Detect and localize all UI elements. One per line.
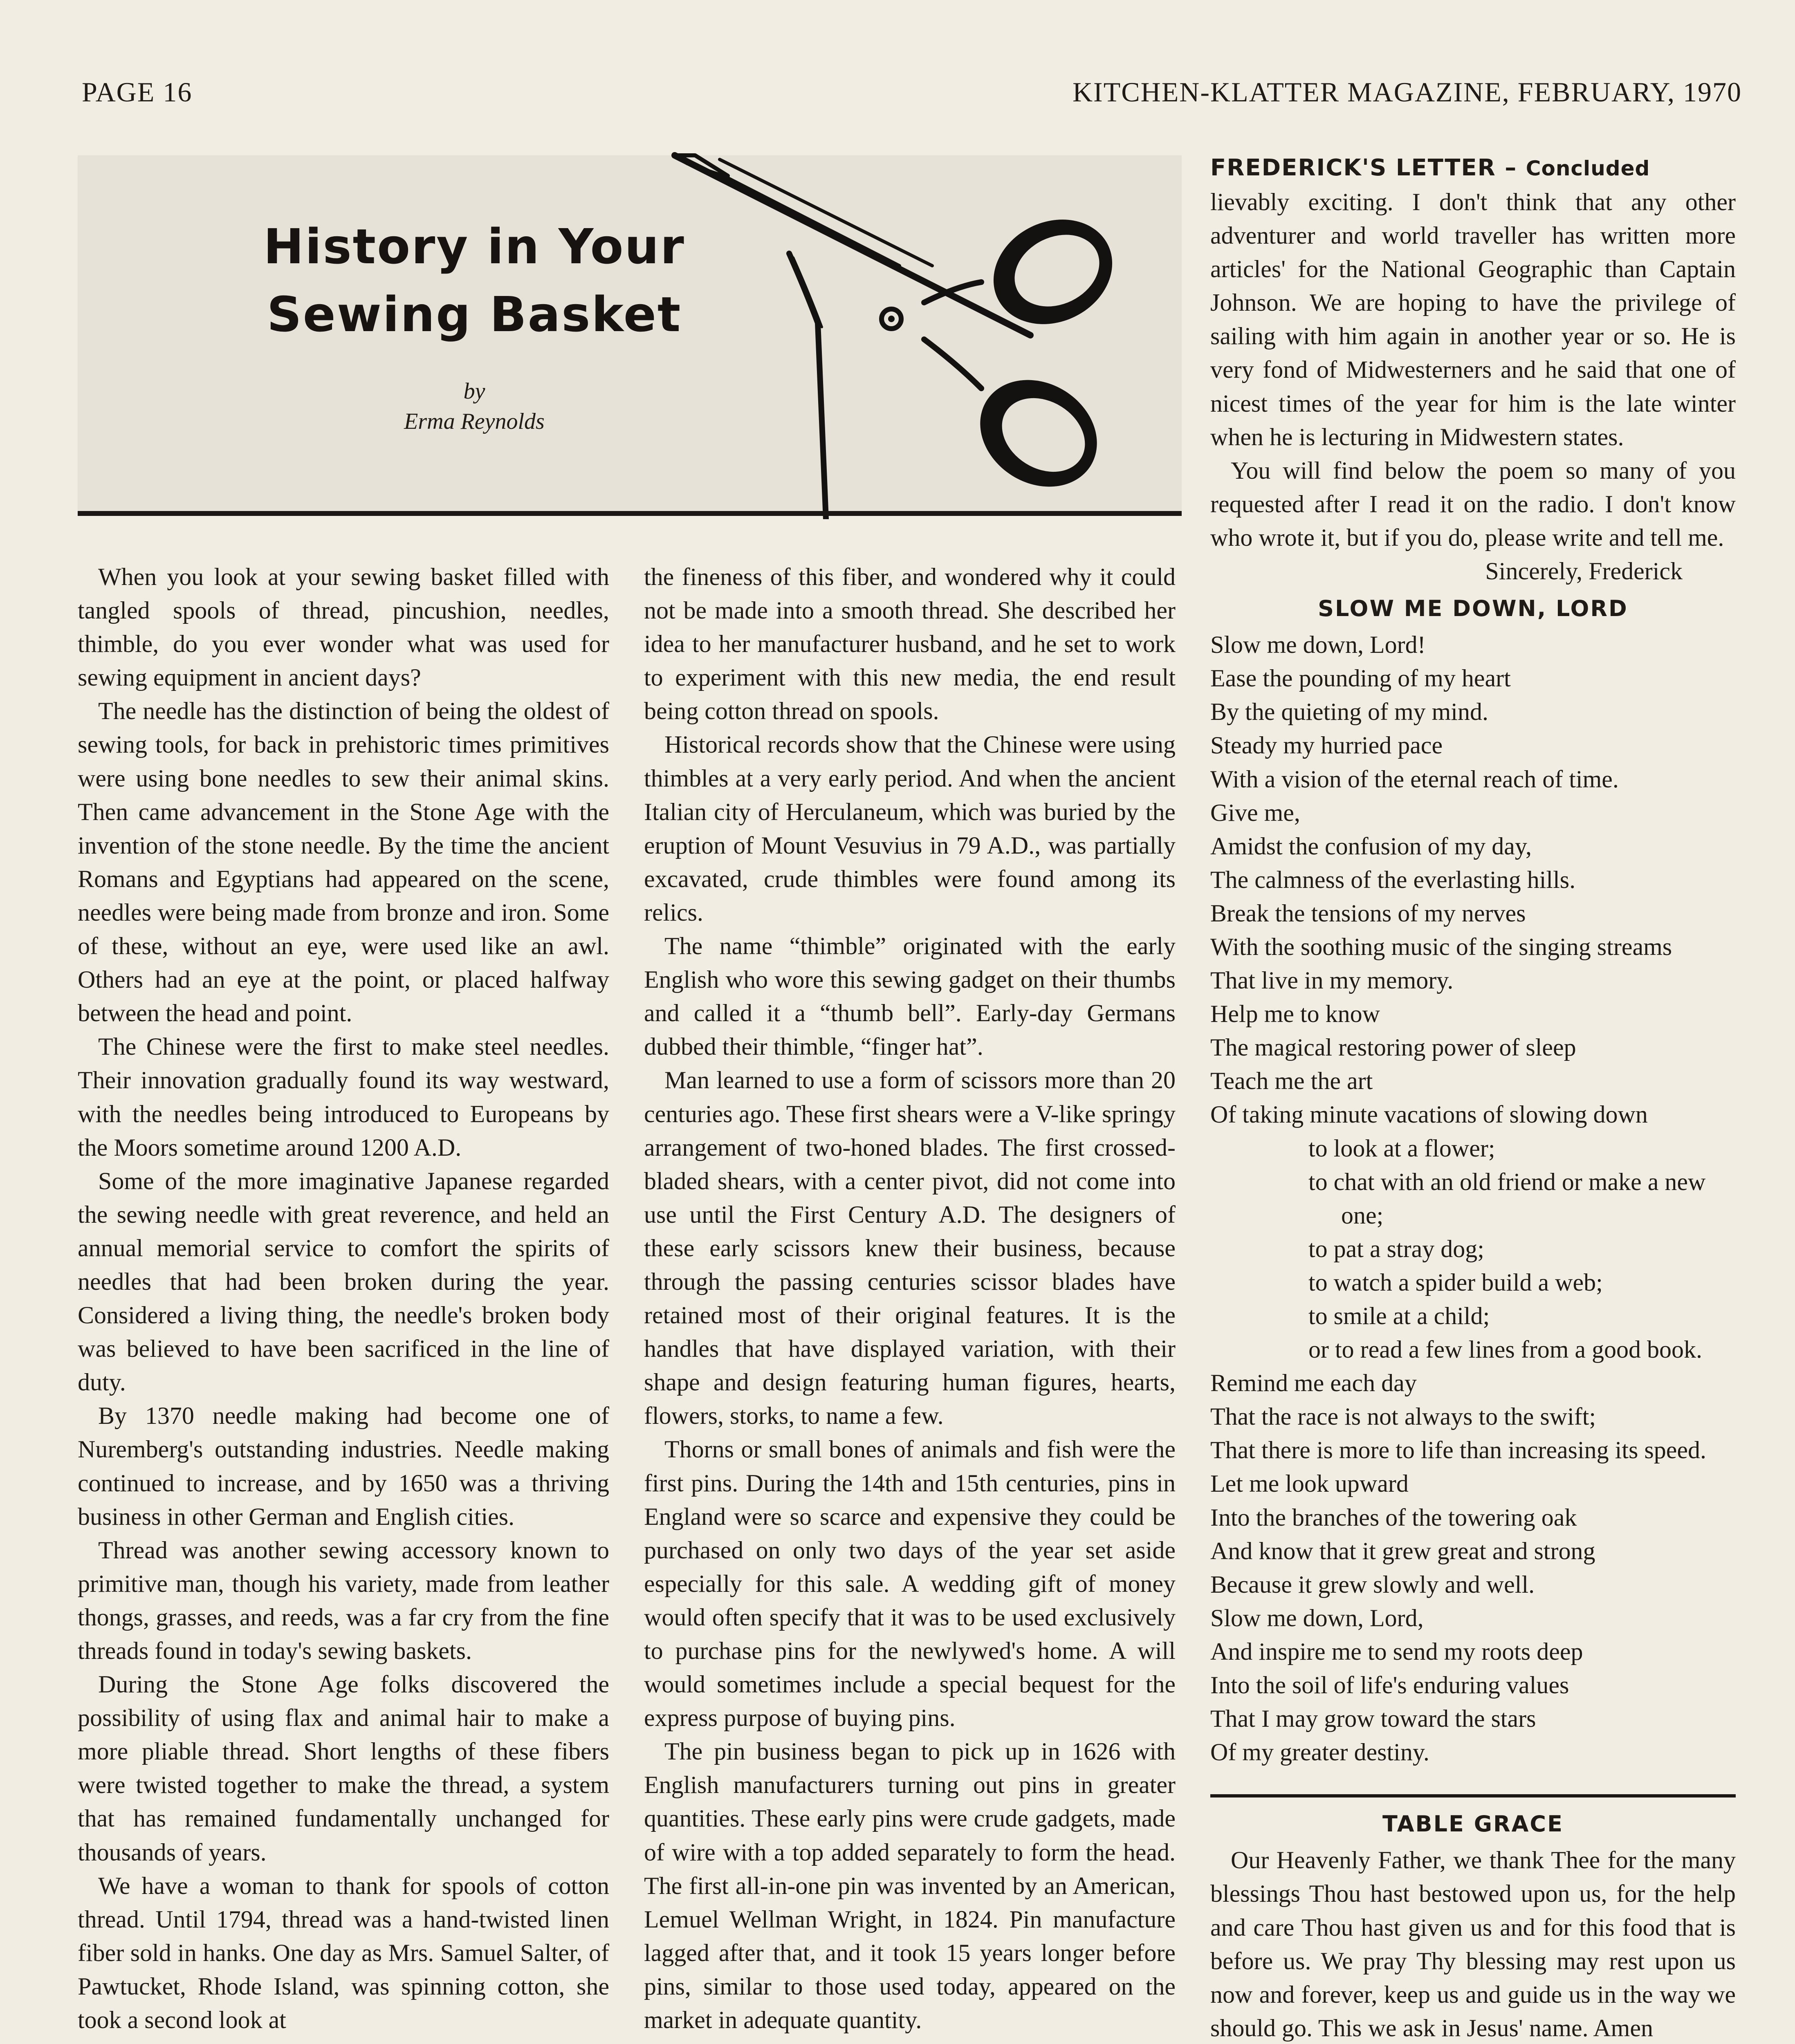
- article-paragraph: The Chinese were the first to make steel needles. Their innovation gradually found its way westward, with the needles being introduced to Europeans by the Moors sometime around 1200 A.D.: [78, 1033, 609, 1161]
- article-column-2: [644, 560, 1176, 2037]
- poem-line: The calmness of the everlasting hills.: [1210, 866, 1576, 893]
- article-paragraph: The name “thimble” originated with the early English who wore this sewing gadget on their thumbs and called it a “thumb bell”. Early-day Germans dubbed their thimble, “finger hat”.: [644, 932, 1176, 1060]
- poem: [1210, 628, 1736, 1769]
- article-paragraph: During the Stone Age folks discovered the possibility of using flax and animal hair to make a more pliable thread. Short lengths of these fibers were twisted together to make the thread, a system that has remained fundamentally unchanged for thousands of years.: [78, 1671, 609, 1866]
- poem-line: Remind me each day: [1210, 1369, 1417, 1397]
- poem-line: With a vision of the eternal reach of time.: [1210, 765, 1619, 793]
- page-number: PAGE 16: [82, 76, 193, 108]
- poem-line: Let me look upward: [1210, 1470, 1409, 1497]
- poem-line: to watch a spider build a web;: [1308, 1269, 1603, 1296]
- poem-line: And inspire me to send my roots deep: [1210, 1638, 1583, 1665]
- letter-body: [1210, 185, 1736, 554]
- poem-line: Of taking minute vacations of slowing down: [1210, 1101, 1648, 1128]
- poem-line: Amidst the confusion of my day,: [1210, 832, 1532, 860]
- article-paragraph: The needle has the distinction of being the oldest of sewing tools, for back in prehistoric times primitives were using bone needles to sew their animal skins. Then came advancement in the Stone Age with the invention of the stone needle. By the time the ancient Romans and Egyptians had appeared on the scene, needles were being made from bronze and iron. Some of these, without an eye, were used like an awl. Others had an eye at the point, or placed halfway between the head and point.: [78, 697, 609, 1027]
- poem-line: Help me to know: [1210, 1000, 1380, 1028]
- banner-rule: [78, 511, 1182, 516]
- article-paragraph: the fineness of this fiber, and wondered why it could not be made into a smooth thread. She described her idea to her manufacturer husband, and he set to work to experiment with this new media, the end result being cotton thread on spools.: [644, 563, 1176, 725]
- poem-line: By the quieting of my mind.: [1210, 698, 1488, 726]
- letter-title: [1210, 151, 1736, 185]
- scissors-illustration: [671, 151, 1178, 519]
- article-paragraph: Historical records show that the Chinese were using thimbles at a very early period. And when the ancient Italian city of Herculaneum, which was buried by the eruption of Mount Vesuvius in 79 A.D., was partially excavated, crude thimbles were found among its relics.: [644, 731, 1176, 926]
- poem-line: That the race is not always to the swift;: [1210, 1403, 1596, 1430]
- article-paragraph: When you look at your sewing basket filled with tangled spools of thread, pincushion, needles, thimble, do you ever wonder what was used for sewing equipment in ancient days?: [78, 563, 609, 691]
- poem-line: Into the soil of life's enduring values: [1210, 1672, 1569, 1699]
- article-paragraph: By 1370 needle making had become one of Nuremberg's outstanding industries. Needle making continued to increase, and by 1650 was a thriving business in other German and English cities.: [78, 1402, 609, 1530]
- letter-paragraph: You will find below the poem so many of you requested after I read it on the radio. I don't know who wrote it, but if you do, please write and tell me.: [1210, 457, 1736, 551]
- grace-title: TABLE GRACE: [1382, 1811, 1564, 1837]
- magazine-header: KITCHEN-KLATTER MAGAZINE, FEBRUARY, 1970: [1072, 76, 1742, 108]
- letter-title-main: FREDERICK'S LETTER –: [1210, 155, 1517, 181]
- poem-line: Give me,: [1210, 799, 1300, 826]
- article-paragraph: Some of the more imaginative Japanese regarded the sewing needle with great reverence, and held an annual memorial service to comfort the spirits of needles that had been broken during the year. Considered a living thing, the needle's broken body was believed to have been sacrificed in the line of duty.: [78, 1167, 609, 1396]
- poem-line: Of my greater destiny.: [1210, 1739, 1429, 1766]
- section-divider: [1210, 1794, 1736, 1797]
- grace-text: Our Heavenly Father, we thank Thee for the many blessings Thou hast bestowed upon us, for the help and care Thou hast given us and for this food that is before us. We pray Thy blessing may rest upon us now and forever, keep us and guide us in the way we should go. This we ask in Jesus' name. Amen: [1210, 1847, 1736, 2042]
- poem-line: Steady my hurried pace: [1210, 732, 1443, 759]
- letter-title-concluded: Concluded: [1526, 157, 1650, 180]
- poem-line: Slow me down, Lord!: [1210, 631, 1426, 659]
- poem-line: Because it grew slowly and well.: [1210, 1571, 1535, 1598]
- article-paragraph: Man learned to use a form of scissors more than 20 centuries ago. These first shears were a V-like springy arrangement of two-honed blades. The first crossed-bladed shears, with a center pivot, did not come into use until the First Century A.D. The designers of these early scissors knew their business, because through the passing centuries scissor blades have retained most of their original features. It is the handles that have displayed variation, with their shape and design featuring human figures, hearts, flowers, storks, to name a few.: [644, 1067, 1176, 1430]
- poem-line: With the soothing music of the singing streams: [1210, 933, 1672, 960]
- byline-by: by: [463, 379, 485, 404]
- letter-paragraph: lievably exciting. I don't think that any other adventurer and world traveller has written more articles' for the National Geographic than Captain Johnson. We are hoping to have the privilege of sailing with him again in another year or so. He is very fond of Midwesterners and he said that one of nicest times of the year for him is the late winter when he is lecturing in Midwestern states.: [1210, 188, 1736, 450]
- poem-line: to smile at a child;: [1308, 1302, 1490, 1329]
- letter-signoff: Sincerely, Frederick: [1485, 558, 1683, 585]
- article-column-1: [78, 560, 609, 2037]
- poem-line: to chat with an old friend or make a new one;: [1308, 1168, 1706, 1229]
- poem-line: That there is more to life than increasing its speed.: [1210, 1437, 1706, 1464]
- article-paragraph: The pin business began to pick up in 1626 with English manufacturers turning out pins in greater quantities. These early pins were crude gadgets, made of wire with a top added separately to form the head. The first all-in-one pin was invented by an American, Lemuel Wellman Wright, in 1824. Pin manufacture lagged after that, and it took 15 years longer before pins, similar to those used today, appeared on the market in adequate quantity.: [644, 1738, 1176, 2034]
- right-column: [1210, 151, 1736, 2044]
- article-title: History in Your Sewing Basket: [263, 218, 685, 343]
- byline: [204, 376, 744, 437]
- poem-line: The magical restoring power of sleep: [1210, 1034, 1576, 1061]
- poem-line: to pat a stray dog;: [1308, 1235, 1484, 1262]
- byline-author: Erma Reynolds: [404, 409, 545, 434]
- poem-line: or to read a few lines from a good book.: [1308, 1336, 1703, 1363]
- poem-line: Slow me down, Lord,: [1210, 1604, 1424, 1632]
- poem-line: And know that it grew great and strong: [1210, 1537, 1595, 1564]
- article-paragraph: Thread was another sewing accessory known to primitive man, though his variety, made from leather thongs, grasses, and reeds, was a far cry from the fine threads found in today's sewing baskets.: [78, 1536, 609, 1664]
- poem-line: Break the tensions of my nerves: [1210, 899, 1526, 927]
- poem-line: Into the branches of the towering oak: [1210, 1504, 1577, 1531]
- poem-line: That I may grow toward the stars: [1210, 1705, 1536, 1732]
- poem-line: Ease the pounding of my heart: [1210, 665, 1511, 692]
- poem-line: to look at a flower;: [1308, 1134, 1495, 1162]
- poem-title: SLOW ME DOWN, LORD: [1318, 596, 1628, 622]
- article-paragraph: We have a woman to thank for spools of cotton thread. Until 1794, thread was a hand-twisted linen fiber sold in hanks. One day as Mrs. Samuel Salter, of Pawtucket, Rhode Island, was spinning cotton, she took a second look at: [78, 1872, 609, 2034]
- poem-line: That live in my memory.: [1210, 967, 1454, 994]
- poem-line: Teach me the art: [1210, 1067, 1373, 1095]
- article-paragraph: Thorns or small bones of animals and fish were the first pins. During the 14th and 15th centuries, pins in England were so scarce and expensive they could be purchased on only two days of the year set aside especially for this sale. A wedding gift of money would often specify that it was to be used exclusively to purchase pins for the newlywed's home. A will would sometimes include a special bequest for the express purpose of buying pins.: [644, 1436, 1176, 1732]
